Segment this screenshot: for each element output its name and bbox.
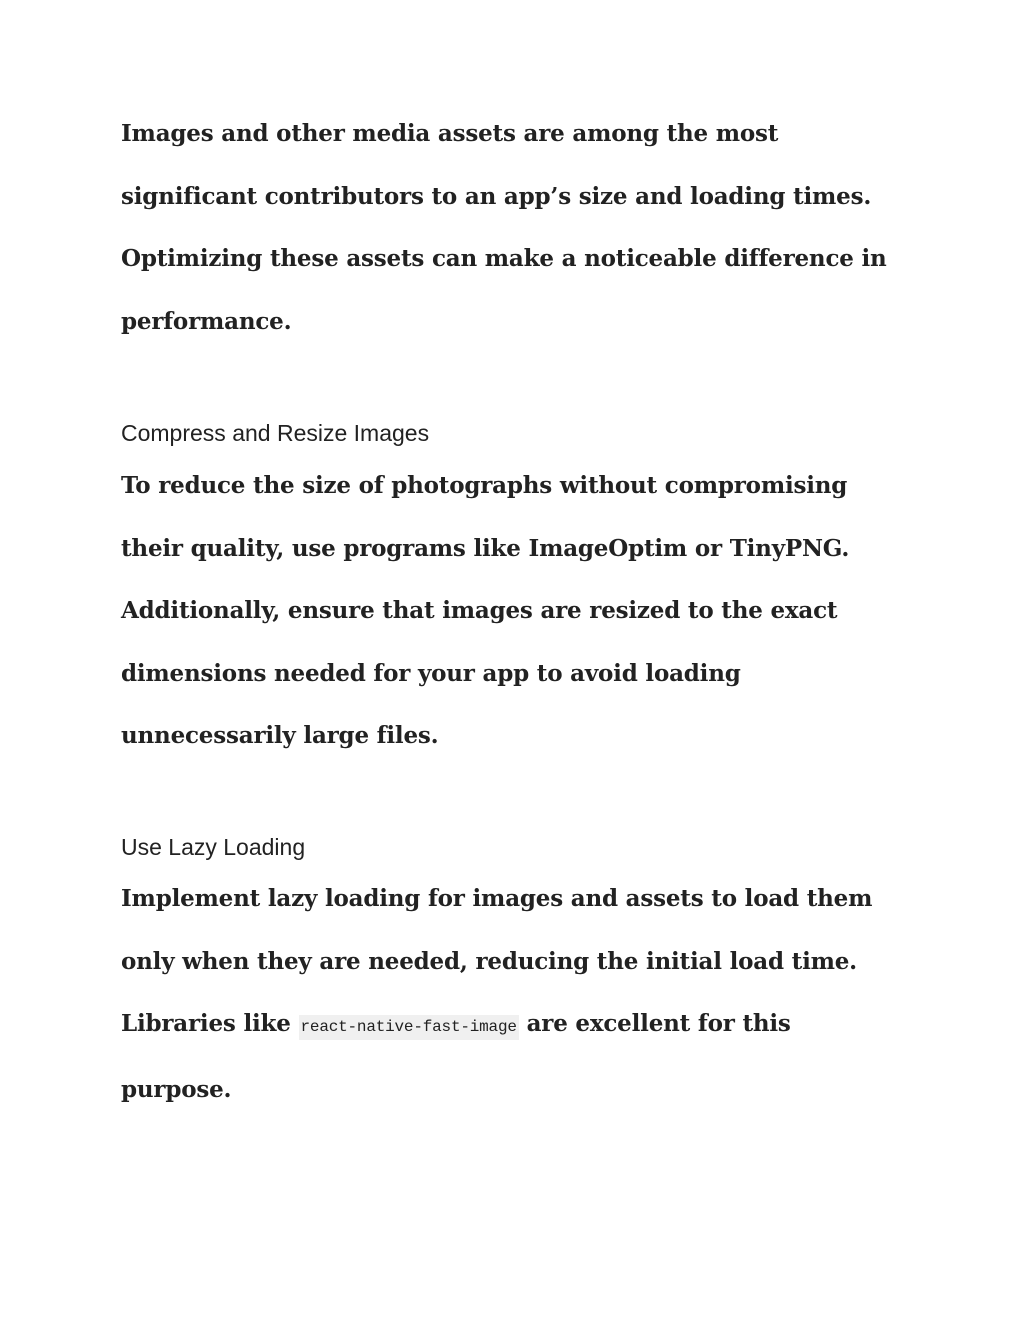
intro-line-4: performance. xyxy=(121,307,292,335)
intro-line-3: Optimizing these assets can make a noticeable difference in xyxy=(121,245,887,272)
inline-code-library: react-native-fast-image xyxy=(299,1015,519,1040)
section-heading-compress: Compress and Resize Images xyxy=(121,420,430,446)
lazy-line-3 xyxy=(121,993,911,1059)
lazy-line-4: purpose. xyxy=(121,1075,232,1103)
intro-line-2: significant contributors to an app’s size and loading times. xyxy=(121,182,872,210)
intro-paragraph xyxy=(121,103,911,353)
compress-line-2: their quality, use programs like ImageOptim or TinyPNG. xyxy=(121,534,850,562)
compress-paragraph xyxy=(121,455,911,768)
lazy-line-3-after: are excellent for this xyxy=(518,1010,791,1037)
section-heading-lazy-loading: Use Lazy Loading xyxy=(121,834,306,860)
compress-line-5: unnecessarily large files. xyxy=(121,722,439,749)
compress-line-4: dimensions needed for your app to avoid loading xyxy=(121,659,741,687)
compress-line-1: To reduce the size of photographs without compromising xyxy=(121,472,848,499)
lazy-line-2: only when they are needed, reducing the initial load time. xyxy=(121,947,857,975)
compress-line-3: Additionally, ensure that images are resized to the exact xyxy=(121,597,838,624)
lazy-line-3-before: Libraries like xyxy=(121,1010,299,1037)
lazy-loading-paragraph xyxy=(121,868,911,1121)
intro-line-1: Images and other media assets are among the most xyxy=(121,120,779,147)
lazy-line-1: Implement lazy loading for images and assets to load them xyxy=(121,885,873,912)
